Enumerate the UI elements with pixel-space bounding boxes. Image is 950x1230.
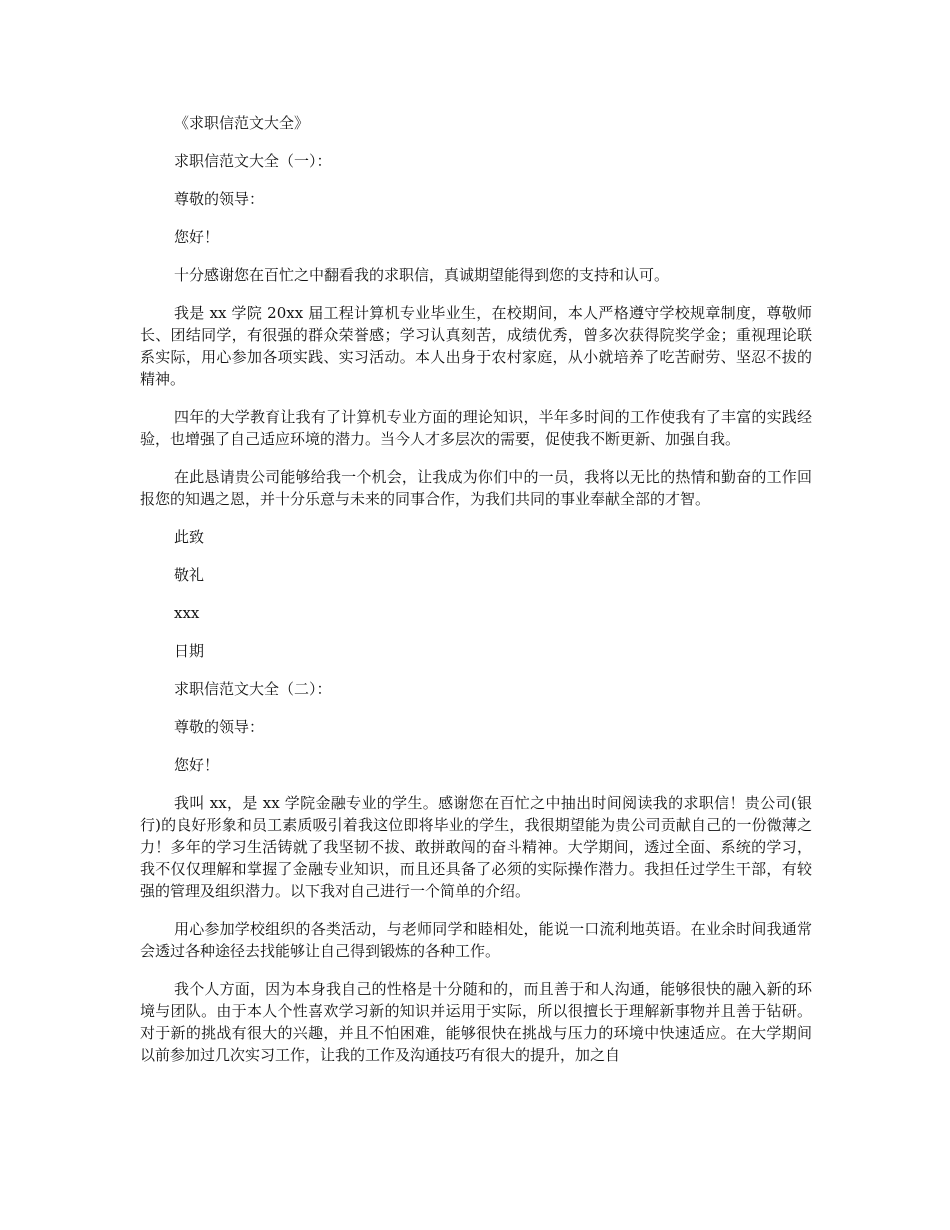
letter1-paragraph: 四年的大学教育让我有了计算机专业方面的理论知识，半年多时间的工作使我有了丰富的实践经验，也增强了自己适应环境的潜力。当今人才多层次的需要，促使我不断更新、加强自我。	[140, 408, 812, 448]
letter1-paragraph: 我是 xx 学院 20xx 届工程计算机专业毕业生，在校期间，本人严格遵守学校规章制度，尊敬师长、团结同学，有很强的群众荣誉感；学习认真刻苦，成绩优秀，曾多次获得院奖学金；重视理论联系实际，用心参加各项实践、实习活动。本人出身于农村家庭，从小就培养了吃苦耐劳、坚忍不拔的精神。	[140, 304, 812, 388]
letter1-date: 日期	[174, 642, 205, 660]
letter2-paragraph: 我个人方面，因为本身我自己的性格是十分随和的，而且善于和人沟通，能够很快的融入新的环境与团队。由于本人个性喜欢学习新的知识并运用于实际，所以很擅长于理解新事物并且善于钻研。对于新的挑战有很大的兴趣，并且不怕困难，能够很快在挑战与压力的环境中快速适应。在大学期间以前参加过几次实习工作，让我的工作及沟通技巧有很大的提升，加之自	[140, 980, 812, 1064]
letter1-salutation: 尊敬的领导：	[174, 190, 265, 208]
letter2-paragraph: 我叫 xx，是 xx 学院金融专业的学生。感谢您在百忙之中抽出时间阅读我的求职信！贵公司(银行)的良好形象和员工素质吸引着我这位即将毕业的学生，我很期望能为贵公司贡献自己的一份微薄之力！多年的学习生活铸就了我坚韧不拔、敢拼敢闯的奋斗精神。大学期间，透过全面、系统的学习，我不仅仅理解和掌握了金融专业知识，而且还具备了必须的实际操作潜力。我担任过学生干部，有较强的管理及组织潜力。以下我对自己进行一个简单的介绍。	[140, 794, 812, 900]
letter2-paragraph: 用心参加学校组织的各类活动，与老师同学和睦相处，能说一口流利地英语。在业余时间我通常会透过各种途径去找能够让自己得到锻炼的各种工作。	[140, 920, 812, 960]
letter1-paragraph: 十分感谢您在百忙之中翻看我的求职信，真诚期望能得到您的支持和认可。	[174, 266, 670, 284]
letter1-signature: xxx	[174, 604, 200, 622]
letter2-salutation: 尊敬的领导：	[174, 718, 265, 736]
letter1-heading: 求职信范文大全（一）：	[174, 152, 332, 170]
document-title: 《求职信范文大全》	[174, 114, 310, 132]
document-page	[140, 112, 812, 1082]
letter2-heading: 求职信范文大全（二）：	[174, 680, 332, 698]
letter2-greeting: 您好！	[174, 756, 220, 774]
letter1-paragraph: 在此恳请贵公司能够给我一个机会，让我成为你们中的一员，我将以无比的热情和勤奋的工作回报您的知遇之恩，并十分乐意与未来的同事合作，为我们共同的事业奉献全部的才智。	[140, 468, 812, 508]
letter1-greeting: 您好！	[174, 228, 220, 246]
letter1-closing: 敬礼	[174, 566, 205, 584]
letter1-closing: 此致	[174, 528, 205, 546]
